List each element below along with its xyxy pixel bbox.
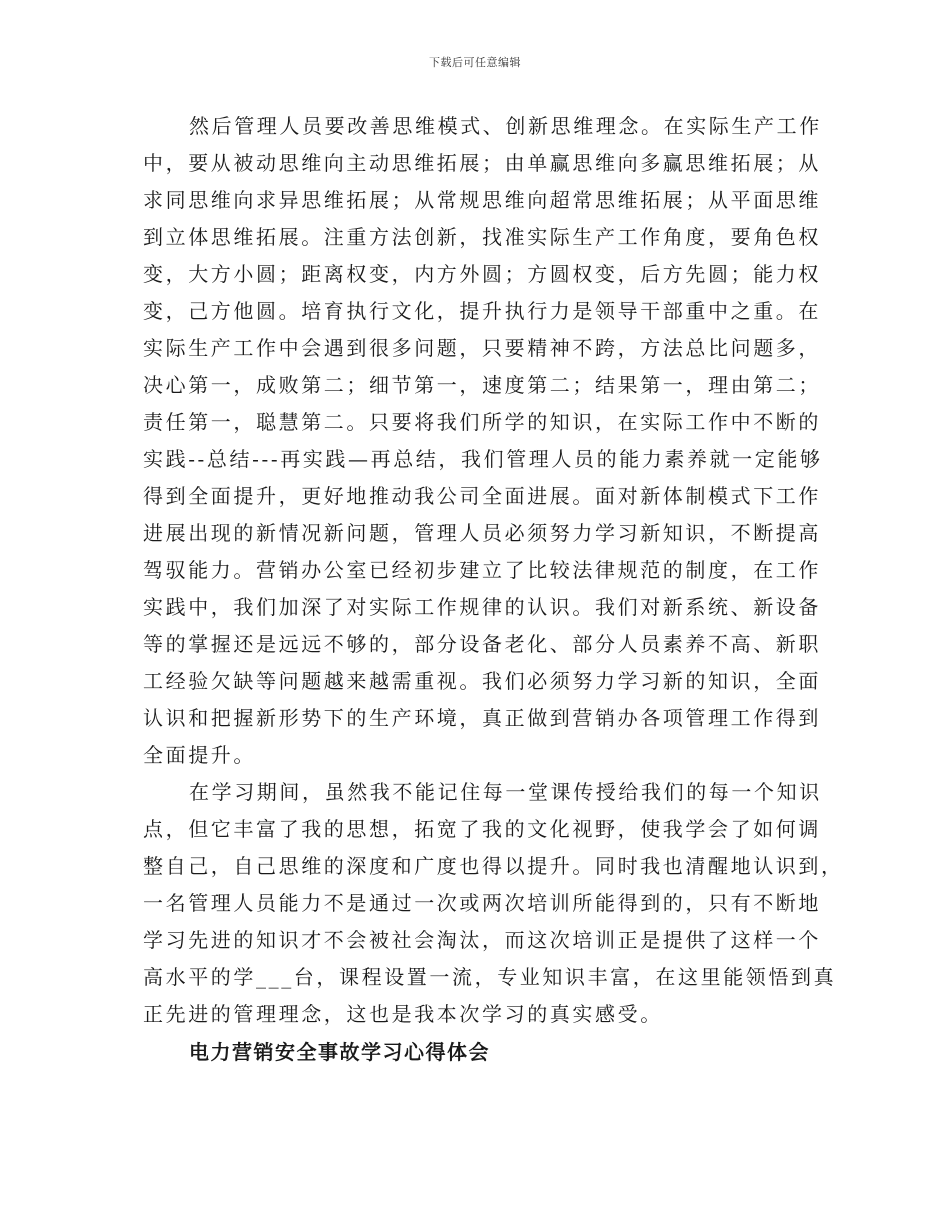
paragraph-line: 然后管理人员要改善思维模式、创新思维理念。在实际生产工作 (189, 114, 822, 138)
paragraph-line: 整自己，自己思维的深度和广度也得以提升。同时我也清醒地认识到， (143, 854, 844, 878)
paragraph-line: 全面提升。 (143, 743, 256, 767)
paragraph-line: 变，大方小圆；距离权变，内方外圆；方圆权变，后方先圆；能力权 (143, 262, 821, 286)
paragraph-line: 等的掌握还是远远不够的，部分设备老化、部分人员素养不高、新职 (143, 632, 821, 656)
paragraph-line: 得到全面提升，更好地推动我公司全面进展。面对新体制模式下工作 (143, 484, 821, 508)
paragraph-2 (143, 774, 844, 1033)
paragraph-line: 求同思维向求异思维拓展；从常规思维向超常思维拓展；从平面思维 (143, 188, 821, 212)
body-text (143, 108, 844, 1033)
paragraph-line: 在学习期间，虽然我不能记住每一堂课传授给我们的每一个知识 (189, 780, 822, 804)
paragraph-line: 正先进的管理理念，这也是我本次学习的真实感受。 (143, 1002, 663, 1026)
paragraph-line: 点，但它丰富了我的思想，拓宽了我的文化视野，使我学会了如何调 (143, 817, 821, 841)
paragraph-line: 中，要从被动思维向主动思维拓展；由单赢思维向多赢思维拓展；从 (143, 151, 821, 175)
paragraph-line: 进展出现的新情况新问题，管理人员必须努力学习新知识，不断提高 (143, 521, 821, 545)
paragraph-line: 高水平的学___台，课程设置一流，专业知识丰富，在这里能领悟到真 (143, 965, 837, 989)
paragraph-line: 到立体思维拓展。注重方法创新，找准实际生产工作角度，要角色权 (143, 225, 821, 249)
paragraph-line: 实际生产工作中会遇到很多问题，只要精神不跨，方法总比问题多， (143, 336, 821, 360)
paragraph-1 (143, 108, 823, 774)
paragraph-line: 决心第一，成败第二；细节第一，速度第二；结果第一，理由第二； (143, 373, 821, 397)
paragraph-line: 变，己方他圆。培育执行文化，提升执行力是领导干部重中之重。在 (143, 299, 821, 323)
section-heading: 电力营销安全事故学习心得体会 (189, 1040, 490, 1064)
paragraph-line: 一名管理人员能力不是通过一次或两次培训所能得到的，只有不断地 (143, 891, 821, 915)
paragraph-line: 认识和把握新形势下的生产环境，真正做到营销办各项管理工作得到 (143, 706, 821, 730)
header-note: 下载后可任意编辑 (429, 56, 521, 69)
paragraph-line: 学习先进的知识才不会被社会淘汰，而这次培训正是提供了这样一个 (143, 928, 821, 952)
paragraph-line: 工经验欠缺等问题越来越需重视。我们必须努力学习新的知识，全面 (143, 669, 821, 693)
paragraph-line: 驾驭能力。营销办公室已经初步建立了比较法律规范的制度，在工作 (143, 558, 821, 582)
paragraph-line: 实践--总结---再实践—再总结，我们管理人员的能力素养就一定能够 (143, 447, 823, 471)
paragraph-line: 实践中，我们加深了对实际工作规律的认识。我们对新系统、新设备 (143, 595, 821, 619)
paragraph-line: 责任第一，聪慧第二。只要将我们所学的知识，在实际工作中不断的 (143, 410, 821, 434)
